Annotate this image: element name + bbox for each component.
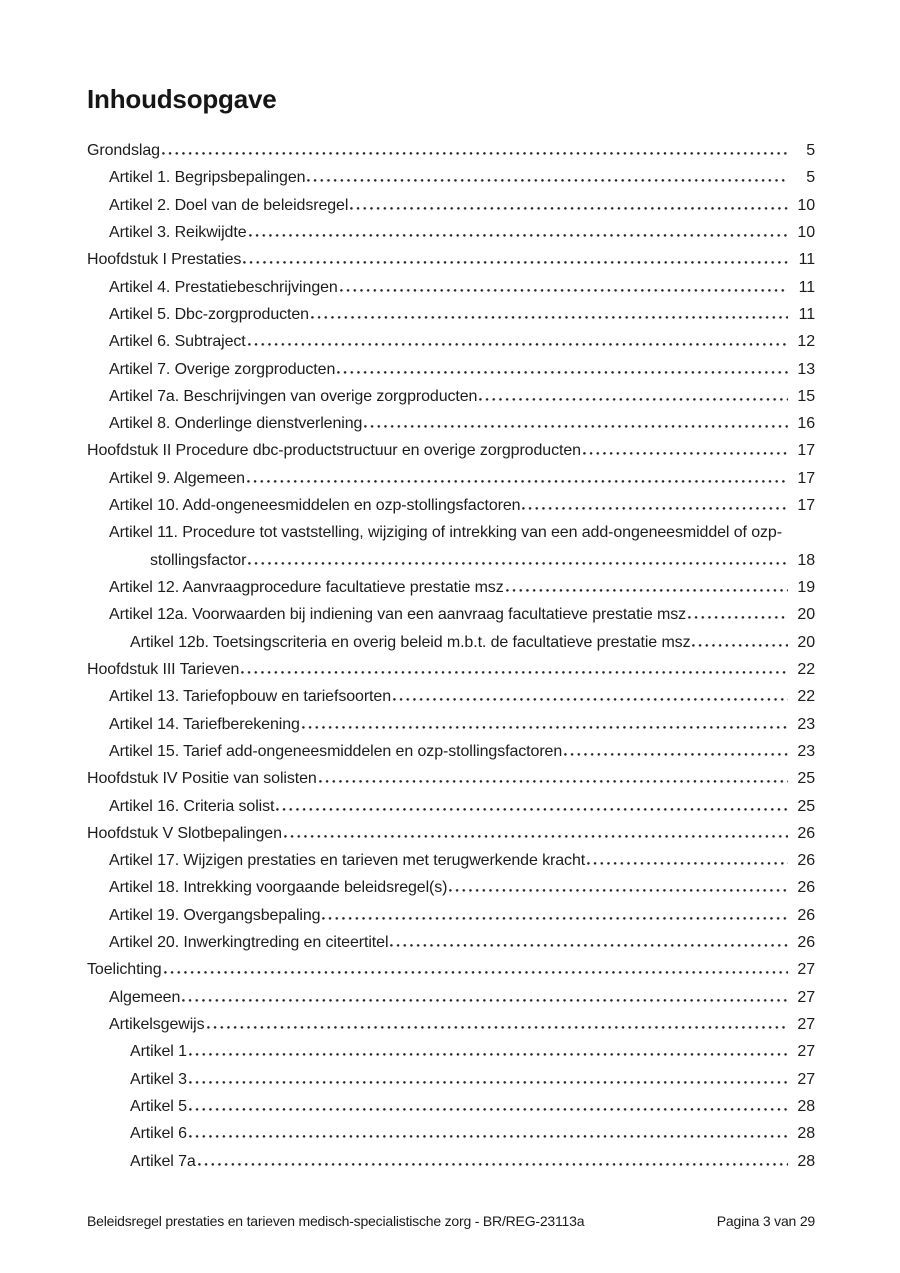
toc-dot-leader: [189, 1108, 788, 1111]
footer-document-title: Beleidsregel prestaties en tarieven medisch-specialistische zorg - BR/REG-23113a: [87, 1213, 585, 1229]
toc-dot-leader: [302, 726, 788, 729]
toc-dot-leader: [248, 562, 788, 565]
toc-dot-leader: [276, 808, 788, 811]
toc-dot-leader: [449, 889, 788, 892]
toc-row[interactable]: [87, 274, 815, 301]
toc-page-number: 26: [797, 934, 815, 952]
toc-row[interactable]: [87, 519, 815, 546]
toc-entry-label: Artikel 5: [130, 1097, 187, 1115]
toc-entry-label: Artikel 18. Intrekking voorgaande beleidsregel(s): [109, 879, 448, 897]
toc-dot-leader: [284, 835, 788, 838]
toc-page-number: 26: [797, 852, 815, 870]
toc-row[interactable]: [87, 164, 815, 191]
toc-row[interactable]: [87, 219, 815, 246]
toc-row[interactable]: [87, 437, 815, 464]
toc-entry-label: Hoofdstuk IV Positie van solisten: [87, 770, 317, 788]
toc-entry-label: Artikel 19. Overgangsbepaling: [109, 906, 321, 924]
toc-dot-leader: [587, 862, 788, 865]
toc-page-number: 23: [797, 742, 815, 760]
toc-dot-leader: [241, 671, 788, 674]
toc-entry-label: Algemeen: [109, 988, 181, 1006]
toc-dot-leader: [322, 917, 788, 920]
toc-page-number: 27: [797, 1070, 815, 1088]
toc-dot-leader: [393, 698, 788, 701]
toc-entry-label: Artikel 12. Aanvraagprocedure facultatieve prestatie msz: [109, 579, 504, 596]
toc-row[interactable]: [87, 793, 815, 820]
toc-dot-leader: [189, 1081, 788, 1084]
toc-dot-leader: [319, 780, 788, 783]
toc-row[interactable]: [87, 738, 815, 765]
page-footer: [87, 1212, 815, 1230]
toc-entry-label: Artikel 5. Dbc-zorgproducten: [109, 305, 309, 323]
toc-entry-label: Artikel 14. Tariefberekening: [109, 715, 300, 733]
toc-page-number: 26: [797, 824, 815, 842]
toc-row[interactable]: [87, 629, 815, 656]
toc-page-number: 28: [797, 1152, 815, 1170]
toc-entry-label: Artikel 10. Add-ongeneesmiddelen en ozp-stollingsfactoren: [109, 497, 521, 515]
toc-dot-leader: [243, 261, 788, 264]
toc-entry-label: Artikel 1. Begripsbepalingen: [109, 169, 306, 187]
toc-page-number: 11: [798, 278, 815, 296]
toc-row[interactable]: [87, 137, 815, 164]
toc-page-number: 10: [797, 223, 815, 241]
toc-content: [87, 84, 815, 1175]
toc-dot-leader: [162, 152, 788, 155]
toc-dot-leader: [248, 343, 788, 346]
toc-page-number: 11: [798, 251, 815, 269]
toc-dot-leader: [350, 207, 788, 210]
toc-page-number: 20: [797, 606, 815, 624]
toc-dot-leader: [564, 753, 788, 756]
toc-row[interactable]: [87, 547, 815, 574]
toc-dot-leader: [247, 480, 788, 483]
toc-entry-label: Artikel 1: [130, 1043, 187, 1061]
toc-page-number: 13: [797, 360, 815, 378]
toc-entry-label: Artikel 3: [130, 1070, 187, 1088]
toc-row[interactable]: [87, 465, 815, 492]
toc-dot-leader: [307, 179, 788, 182]
toc-dot-leader: [692, 644, 788, 647]
toc-dot-leader: [506, 589, 788, 592]
toc-row[interactable]: [87, 929, 815, 956]
toc-dot-leader: [522, 507, 788, 510]
toc-row[interactable]: [87, 1120, 815, 1147]
toc-entry-label: Hoofdstuk V Slotbepalingen: [87, 824, 282, 842]
toc-row[interactable]: [87, 956, 815, 983]
toc-row[interactable]: [87, 328, 815, 355]
toc-page-number: 22: [797, 688, 815, 706]
toc-row[interactable]: [87, 356, 815, 383]
toc-page-number: 27: [797, 1043, 815, 1061]
toc-entry-label: Hoofdstuk II Procedure dbc-productstructuur en overige zorgproducten: [87, 442, 581, 460]
toc-dot-leader: [207, 1026, 788, 1029]
toc-dot-leader: [189, 1053, 788, 1056]
toc-entry-label: Artikel 7a. Beschrijvingen van overige zorgproducten: [109, 387, 478, 405]
toc-page-number: 5: [806, 169, 815, 187]
toc-entry-label: Artikel 12a. Voorwaarden bij indiening van een aanvraag facultatieve prestatie msz: [109, 606, 687, 624]
toc-dot-leader: [198, 1163, 788, 1166]
toc-dot-leader: [340, 289, 788, 292]
toc-row[interactable]: [87, 1066, 815, 1093]
toc-row[interactable]: [87, 902, 815, 929]
toc-dot-leader: [390, 944, 788, 947]
toc-page-number: 18: [797, 551, 815, 569]
toc-page-number: 5: [806, 142, 815, 159]
toc-page-number: 26: [797, 906, 815, 924]
toc-page-number: 26: [797, 879, 815, 897]
toc-entry-label: Artikel 9. Algemeen: [109, 469, 245, 487]
toc-row[interactable]: [87, 301, 815, 328]
toc-row[interactable]: [87, 410, 815, 437]
toc-entry-label: Artikelsgewijs: [109, 1016, 205, 1033]
toc-page-number: 28: [797, 1125, 815, 1143]
footer-page-number: Pagina 3 van 29: [716, 1213, 815, 1229]
toc-row[interactable]: [87, 1148, 815, 1175]
toc-dot-leader: [479, 398, 788, 401]
toc-page-number: 17: [797, 469, 815, 487]
toc-entry-label: Artikel 3. Reikwijdte: [109, 223, 247, 241]
toc-page-number: 20: [797, 633, 815, 651]
toc-row[interactable]: [87, 574, 815, 601]
toc-page-number: 12: [797, 333, 815, 351]
toc-entry-label: Artikel 6: [130, 1125, 187, 1143]
toc-page-number: 22: [797, 660, 815, 678]
toc-dot-leader: [688, 616, 788, 619]
toc-dot-leader: [249, 234, 788, 237]
toc-dot-leader: [364, 425, 788, 428]
toc-entry-label: Artikel 6. Subtraject: [109, 333, 246, 351]
toc-entry-label: Hoofdstuk I Prestaties: [87, 251, 242, 269]
toc-dot-leader: [182, 999, 788, 1002]
toc-page-number: 28: [797, 1097, 815, 1115]
page-title: Inhoudsopgave: [87, 84, 277, 114]
toc-row[interactable]: [87, 1038, 815, 1065]
toc-page-number: 25: [797, 797, 815, 815]
toc-entry-label: Artikel 12b. Toetsingscriteria en overig beleid m.b.t. de facultatieve prestatie msz: [130, 633, 691, 651]
toc-row[interactable]: [87, 492, 815, 519]
toc-page-number: 27: [797, 1016, 815, 1033]
toc-row[interactable]: [87, 683, 815, 710]
toc-row[interactable]: [87, 874, 815, 901]
toc-page-number: 19: [797, 579, 815, 596]
toc-row[interactable]: [87, 984, 815, 1011]
toc-row[interactable]: [87, 246, 815, 273]
toc-entry-label: Artikel 2. Doel van de beleidsregel: [109, 196, 349, 214]
toc-page-number: 15: [797, 387, 815, 405]
toc-entry-label: Artikel 4. Prestatiebeschrijvingen: [109, 278, 338, 296]
toc-page-number: 11: [798, 305, 815, 323]
toc-entry-label: Artikel 17. Wijzigen prestaties en tarieven met terugwerkende kracht: [109, 852, 586, 870]
toc-dot-leader: [583, 452, 788, 455]
toc-entry-label: Artikel 11. Procedure tot vaststelling, wijziging of intrekking van een add-ongeneesmiddel of ozp-: [109, 524, 782, 542]
toc-entry-label: Artikel 13. Tariefopbouw en tariefsoorten: [109, 688, 391, 706]
toc-page-number: 25: [797, 770, 815, 788]
toc-page-number: 17: [797, 442, 815, 460]
toc-entry-label: Artikel 15. Tarief add-ongeneesmiddelen en ozp-stollingsfactoren: [109, 742, 563, 760]
toc-page-number: 17: [797, 497, 815, 515]
toc-list: [87, 137, 815, 1175]
toc-entry-label: Hoofdstuk III Tarieven: [87, 660, 240, 678]
toc-page-number: 10: [797, 196, 815, 214]
toc-row[interactable]: [87, 1093, 815, 1120]
toc-dot-leader: [337, 371, 788, 374]
toc-page-number: 23: [797, 715, 815, 733]
toc-row[interactable]: [87, 192, 815, 219]
toc-entry-label: Artikel 7. Overige zorgproducten: [109, 360, 336, 378]
toc-dot-leader: [189, 1135, 788, 1138]
toc-row[interactable]: [87, 1011, 815, 1038]
toc-page-number: 27: [797, 988, 815, 1006]
toc-dot-leader: [164, 971, 788, 974]
toc-page-number: 27: [797, 961, 815, 979]
toc-row[interactable]: [87, 765, 815, 792]
toc-row[interactable]: [87, 656, 815, 683]
toc-row[interactable]: [87, 711, 815, 738]
toc-page-number: 16: [797, 415, 815, 433]
toc-row[interactable]: [87, 383, 815, 410]
toc-entry-label: Artikel 20. Inwerkingtreding en citeertitel: [109, 934, 389, 952]
toc-entry-label: Toelichting: [87, 961, 162, 979]
toc-row[interactable]: [87, 847, 815, 874]
toc-dot-leader: [311, 316, 788, 319]
toc-entry-label: Artikel 8. Onderlinge dienstverlening: [109, 415, 363, 433]
toc-row[interactable]: [87, 820, 815, 847]
toc-entry-label: stollingsfactor: [150, 551, 247, 569]
toc-entry-label: Artikel 16. Criteria solist: [109, 797, 275, 815]
toc-entry-label: Artikel 7a: [130, 1152, 196, 1170]
toc-row[interactable]: [87, 601, 815, 628]
toc-entry-label: Grondslag: [87, 142, 160, 159]
